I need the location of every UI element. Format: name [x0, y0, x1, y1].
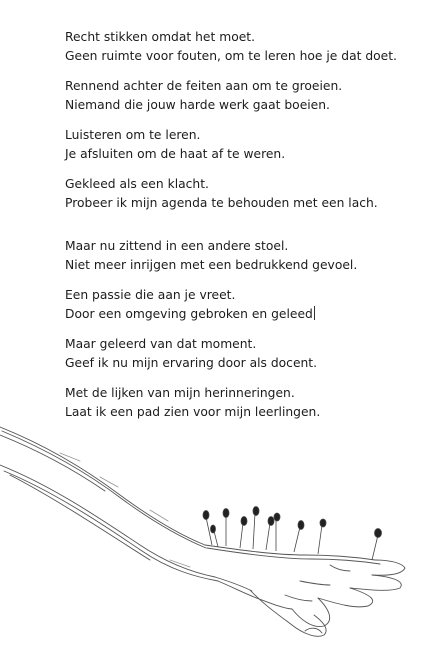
- poem-line: Laat ik een pad zien voor mijn leerlingen.: [65, 405, 321, 419]
- poem-text: [65, 28, 435, 433]
- poem-line: Geef ik nu mijn ervaring door als docent.: [65, 356, 318, 370]
- hand-with-pins-illustration: [0, 405, 444, 657]
- poem-line: Recht stikken omdat het moet.: [65, 30, 256, 44]
- stanza-2: [65, 77, 435, 115]
- stanza-1: [65, 28, 435, 66]
- poem-line: Geen ruimte voor fouten, om te leren hoe je dat doet.: [65, 49, 397, 63]
- poem-line: Een passie die aan je vreet.: [65, 288, 236, 302]
- poem-line: Met de lijken van mijn herinneringen.: [65, 386, 295, 400]
- poem-line: Probeer ik mijn agenda te behouden met een lach.: [65, 196, 378, 210]
- poem-line: Maar nu zittend in een andere stoel.: [65, 239, 289, 253]
- poem-line: Luisteren om te leren.: [65, 128, 201, 142]
- stanza-7: [65, 335, 435, 373]
- poem-line-text: Door een omgeving gebroken en geleed: [65, 307, 313, 321]
- poem-line: Gekleed als een klacht.: [65, 177, 209, 191]
- poem-line: Niet meer inrijgen met een bedrukkend gevoel.: [65, 258, 358, 272]
- stanza-4: [65, 175, 435, 213]
- text-cursor: [314, 306, 315, 320]
- poem-line: Niemand die jouw harde werk gaat boeien.: [65, 98, 330, 112]
- stanza-5: [65, 237, 435, 275]
- poem-line: Je afsluiten om de haat af te weren.: [65, 147, 286, 161]
- poem-line: Rennend achter de feiten aan om te groeien.: [65, 79, 343, 93]
- stanza-3: [65, 126, 435, 164]
- poem-line: Maar geleerd van dat moment.: [65, 337, 257, 351]
- stanza-6: [65, 286, 435, 324]
- poem-line-with-cursor[interactable]: [65, 305, 435, 324]
